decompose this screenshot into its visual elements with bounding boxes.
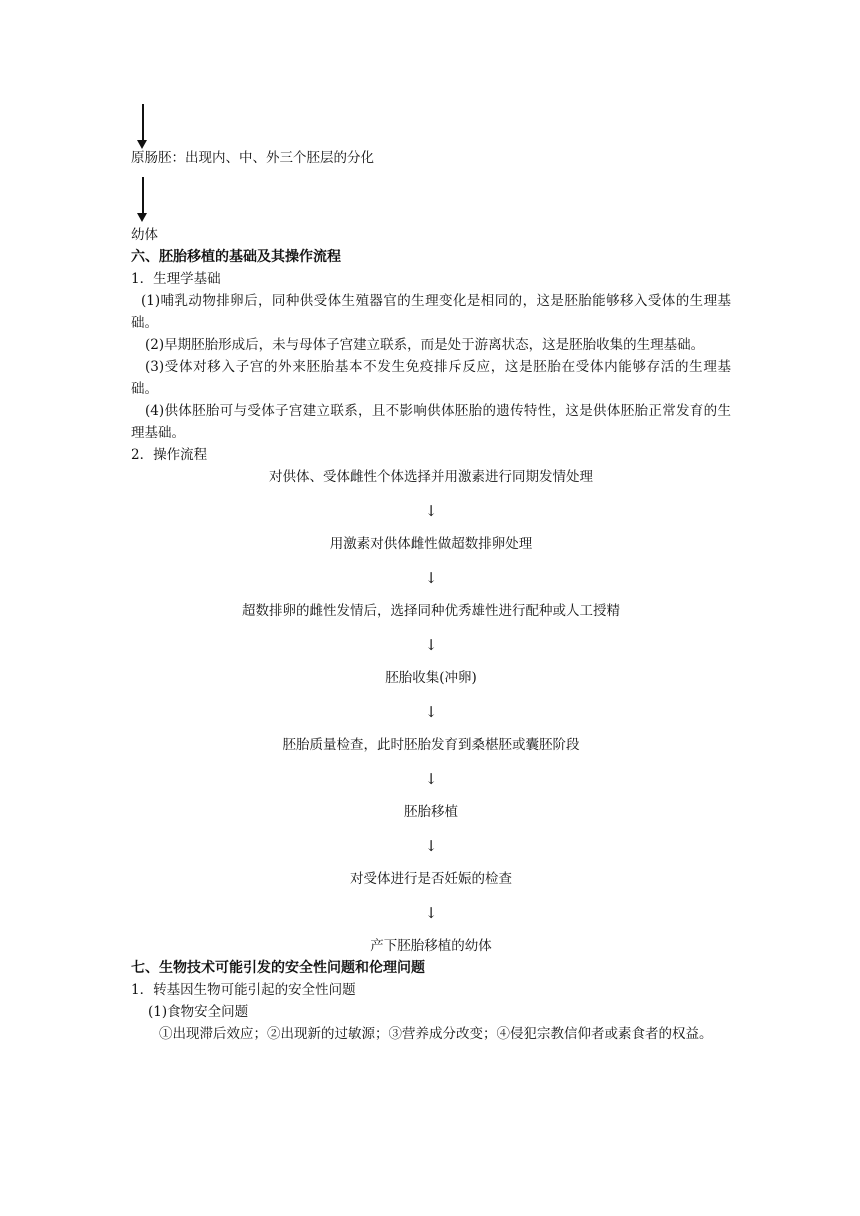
flow-arrow-icon: ↓: [424, 702, 438, 721]
flow-step-young: 幼体: [131, 227, 158, 243]
section6-paragraph-2: (2)早期胚胎形成后，未与母体子宫建立联系，而是处于游离状态，这是胚胎收集的生理基础。: [145, 337, 705, 353]
flow-step: 对供体、受体雌性个体选择并用激素进行同期发情处理: [269, 469, 593, 485]
flow-step: 对受体进行是否妊娠的检查: [350, 871, 512, 887]
section6-paragraph-3: (3)受体对移入子宫的外来胚胎基本不发生免疫排斥反应，这是胚胎在受体内能够存活的生理基础。: [131, 359, 731, 397]
section6-paragraph-1: (1)哺乳动物排卵后，同种供受体生殖器官的生理变化是相同的，这是胚胎能够移入受体的生理基础。: [131, 293, 731, 331]
flow-arrow-icon: ↓: [424, 635, 438, 654]
arrow-down-icon: [137, 140, 147, 149]
section7-heading: 七、生物技术可能引发的安全性问题和伦理问题: [131, 960, 425, 976]
section7-item1-title: (1)食物安全问题: [148, 1004, 249, 1020]
arrow-down-icon: [137, 213, 147, 222]
section6-heading: 六、胚胎移植的基础及其操作流程: [131, 249, 341, 265]
flow-arrow-icon: ↓: [424, 836, 438, 855]
flow-step: 用激素对供体雌性做超数排卵处理: [329, 536, 533, 552]
flow-step: 胚胎移植: [404, 804, 458, 820]
flow-step: 胚胎质量检查，此时胚胎发育到桑椹胚或囊胚阶段: [282, 737, 580, 753]
flow-arrow-icon: ↓: [424, 903, 438, 922]
flow-step-gastrula: 原肠胚：出现内、中、外三个胚层的分化: [131, 150, 374, 166]
flow-step: 产下胚胎移植的幼体: [370, 938, 492, 954]
flow-arrow-down: [131, 100, 731, 148]
section6-paragraph-4: (4)供体胚胎可与受体子宫建立联系，且不影响供体胚胎的遗传特性，这是供体胚胎正常发育的生理基础。: [131, 403, 731, 441]
flow-step: 胚胎收集(冲卵): [385, 670, 477, 686]
arrow-shaft: [142, 104, 144, 142]
section7-item1-text: ①出现滞后效应；②出现新的过敏源；③营养成分改变；④侵犯宗教信仰者或素食者的权益。: [159, 1026, 713, 1042]
section7-sub1-title: 1．转基因生物可能引起的安全性问题: [131, 982, 356, 998]
flow-arrow-icon: ↓: [424, 769, 438, 788]
section6-sub1-title: 1．生理学基础: [131, 271, 221, 287]
arrow-shaft: [142, 177, 144, 215]
flow-arrow-down: [131, 173, 731, 221]
section6-sub2-title: 2．操作流程: [131, 447, 208, 463]
flow-arrow-icon: ↓: [424, 501, 438, 520]
operation-flowchart: [131, 466, 731, 957]
document-page: [131, 100, 731, 1045]
flow-arrow-icon: ↓: [424, 568, 438, 587]
flow-step: 超数排卵的雌性发情后，选择同种优秀雄性进行配种或人工授精: [242, 603, 620, 619]
